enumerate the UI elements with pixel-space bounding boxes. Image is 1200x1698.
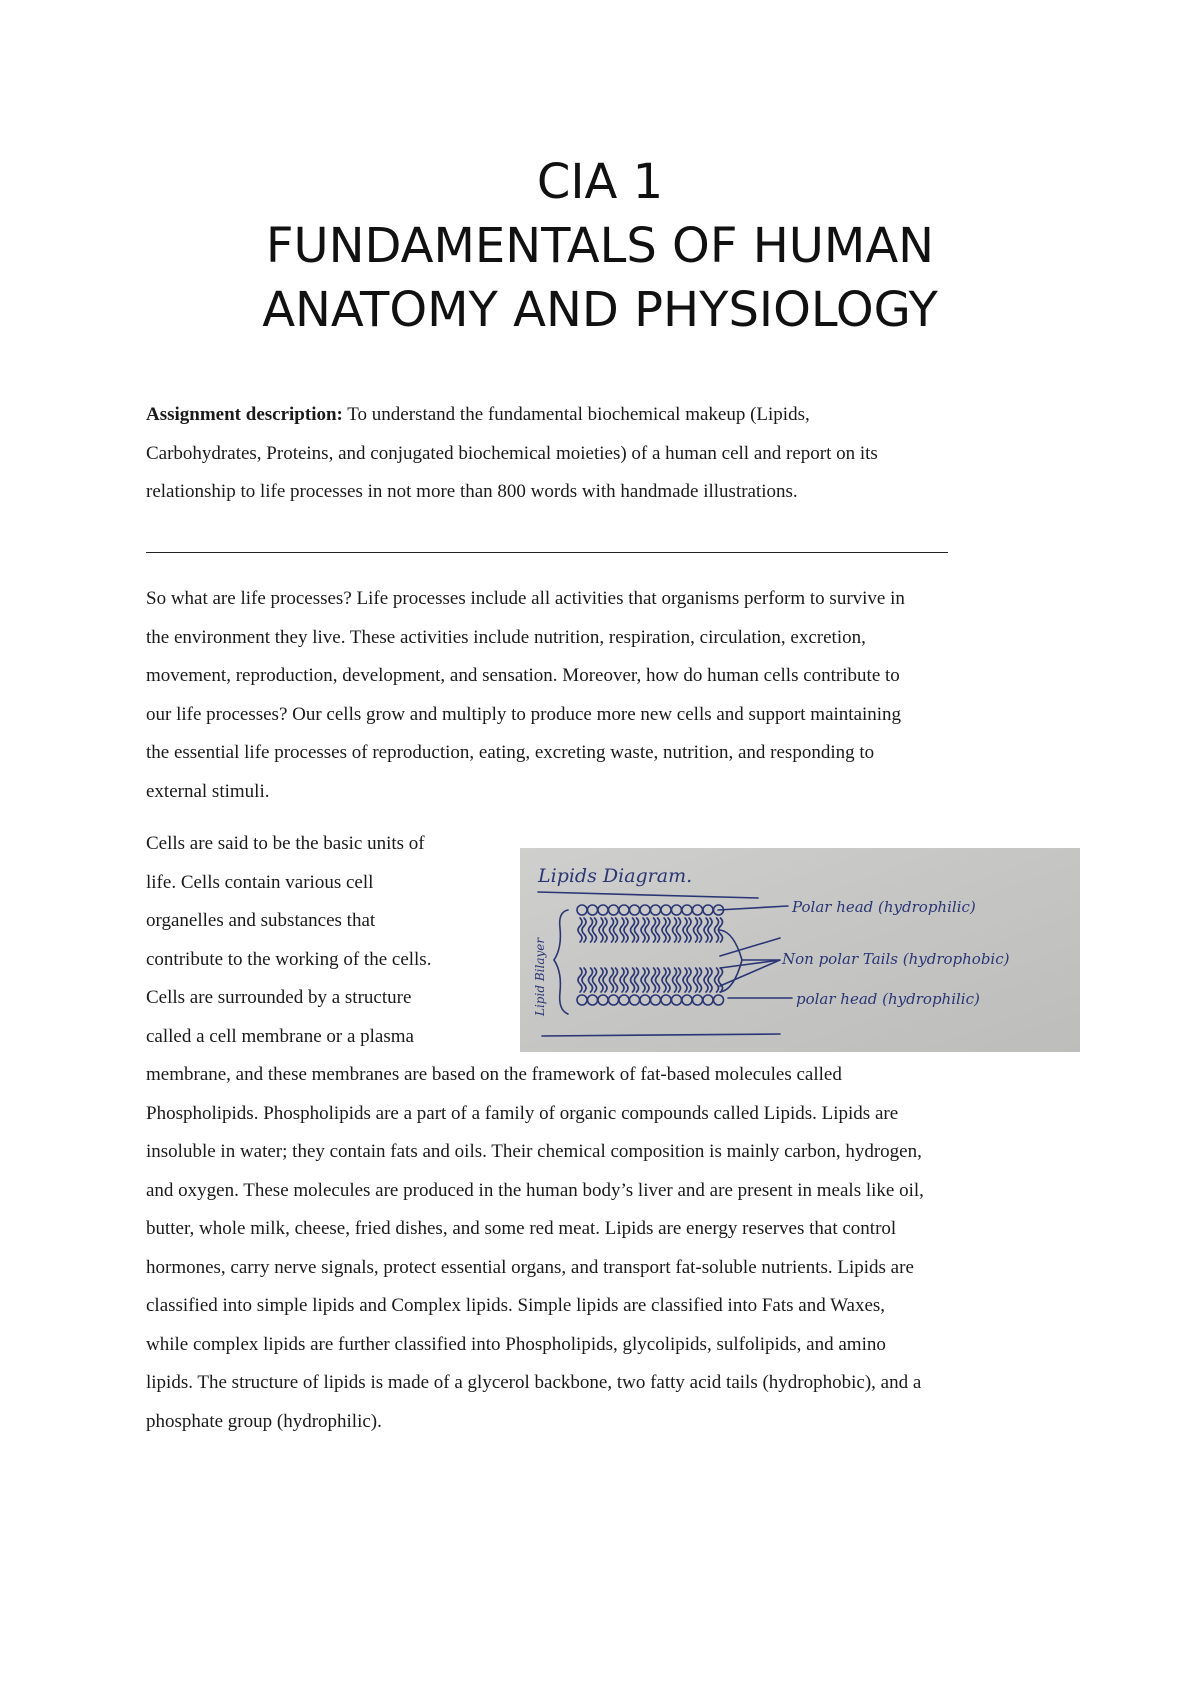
intro-line: the environment they live. These activities include nutrition, respiration, circulation, excretion,: [146, 626, 866, 648]
polar-head-circle: [693, 905, 703, 915]
intro-line: external stimuli.: [146, 780, 270, 802]
cells-side-line: called a cell membrane or a plasma: [146, 1025, 414, 1047]
polar-head-circle: [661, 905, 671, 915]
intro-paragraph: [146, 580, 1068, 811]
lipid-bilayer-drawing: [520, 848, 1080, 1052]
polar-head-circle: [672, 905, 682, 915]
label-nonpolar-tails: Non polar Tails (hydrophobic): [782, 950, 1010, 968]
polar-head-circle: [651, 995, 661, 1005]
polar-head-circle: [630, 905, 640, 915]
polar-head-circle: [651, 905, 661, 915]
cells-paragraph-full: [146, 1056, 1068, 1441]
cells-line: while complex lipids are further classified into Phospholipids, glycolipids, sulfolipids, and amino: [146, 1333, 886, 1355]
polar-head-circle: [693, 995, 703, 1005]
polar-head-circle: [619, 995, 629, 1005]
polar-head-circle: [577, 995, 587, 1005]
lipids-diagram-photo: [520, 848, 1080, 1052]
polar-head-circle: [609, 995, 619, 1005]
horizontal-divider: [146, 552, 948, 553]
cells-line: Phospholipids. Phospholipids are a part of a family of organic compounds called Lipids. Lipids are: [146, 1102, 899, 1124]
cells-line: membrane, and these membranes are based on the framework of fat-based molecules called: [146, 1064, 842, 1085]
assignment-text-1: To understand the fundamental biochemical makeup (Lipids,: [342, 404, 810, 425]
cells-line: lipids. The structure of lipids is made of a glycerol backbone, two fatty acid tails (hydrophobic), and a: [146, 1372, 922, 1393]
label-polar-head-top: Polar head (hydrophilic): [792, 898, 976, 916]
cells-side-line: organelles and substances that: [146, 910, 376, 931]
cells-paragraph-side: [146, 825, 516, 1056]
diagram-side-label: Lipid Bilayer: [533, 937, 547, 1016]
title-line-2: FUNDAMENTALS OF HUMAN: [265, 218, 935, 274]
document-title: [0, 150, 1200, 342]
top-head-pointer: [718, 906, 788, 910]
diagram-heading: Lipids Diagram.: [538, 865, 693, 887]
polar-head-circle: [577, 905, 587, 915]
polar-head-circle: [682, 995, 692, 1005]
cells-side-line: Cells are said to be the basic units of: [146, 833, 425, 854]
left-brace: [554, 910, 568, 1014]
assignment-label: Assignment description:: [146, 404, 343, 425]
cells-line: hormones, carry nerve signals, protect essential organs, and transport fat-soluble nutrients. Lipids are: [146, 1256, 914, 1278]
hydrophobic-tails: [578, 918, 723, 992]
cells-side-line: Cells are surrounded by a structure: [146, 987, 412, 1008]
bottom-polar-heads: [577, 995, 724, 1005]
heading-underline: [538, 892, 758, 898]
title-line-3: ANATOMY AND PHYSIOLOGY: [262, 282, 938, 338]
cells-line: butter, whole milk, cheese, fried dishes, and some red meat. Lipids are energy reserves that control: [146, 1218, 897, 1239]
cells-side-line: contribute to the working of the cells.: [146, 948, 432, 970]
polar-head-circle: [598, 995, 608, 1005]
cells-line: classified into simple lipids and Complex lipids. Simple lipids are classified into Fats and Waxes,: [146, 1295, 886, 1316]
tail-brace: [720, 930, 742, 992]
cells-line: and oxygen. These molecules are produced in the human body’s liver and are present in meals like oil,: [146, 1179, 924, 1201]
intro-line: movement, reproduction, development, and sensation. Moreover, how do human cells contribute to: [146, 665, 900, 686]
polar-head-circle: [588, 995, 598, 1005]
polar-head-circle: [598, 905, 608, 915]
cells-line: phosphate group (hydrophilic).: [146, 1410, 382, 1432]
cells-side-line: life. Cells contain various cell: [146, 871, 374, 893]
assignment-description: [146, 396, 1068, 512]
polar-head-circle: [609, 905, 619, 915]
label-polar-head-bottom: polar head (hydrophilic): [796, 990, 980, 1008]
assignment-line-2: Carbohydrates, Proteins, and conjugated biochemical moieties) of a human cell and report on its: [146, 442, 878, 464]
polar-head-circle: [661, 995, 671, 1005]
polar-head-circle: [640, 995, 650, 1005]
title-line-1: CIA 1: [536, 154, 664, 210]
polar-head-circle: [714, 995, 724, 1005]
intro-line: the essential life processes of reproduction, eating, excreting waste, nutrition, and responding to: [146, 742, 875, 763]
polar-head-circle: [588, 905, 598, 915]
intro-line: So what are life processes? Life processes include all activities that organisms perform to survive in: [146, 588, 905, 609]
top-polar-heads: [577, 905, 724, 915]
polar-head-circle: [672, 995, 682, 1005]
polar-head-circle: [619, 905, 629, 915]
assignment-line-3: relationship to life processes in not more than 800 words with handmade illustrations.: [146, 481, 798, 502]
polar-head-circle: [703, 995, 713, 1005]
polar-head-circle: [703, 905, 713, 915]
assignment-line-1: [146, 396, 1068, 435]
polar-head-circle: [630, 995, 640, 1005]
tail-arrows: [720, 938, 780, 986]
polar-head-circle: [640, 905, 650, 915]
bottom-baseline: [542, 1034, 780, 1036]
polar-head-circle: [682, 905, 692, 915]
intro-line: our life processes? Our cells grow and multiply to produce more new cells and support maintaining: [146, 703, 902, 725]
cells-line: insoluble in water; they contain fats and oils. Their chemical composition is mainly carbon, hydrogen,: [146, 1141, 922, 1162]
